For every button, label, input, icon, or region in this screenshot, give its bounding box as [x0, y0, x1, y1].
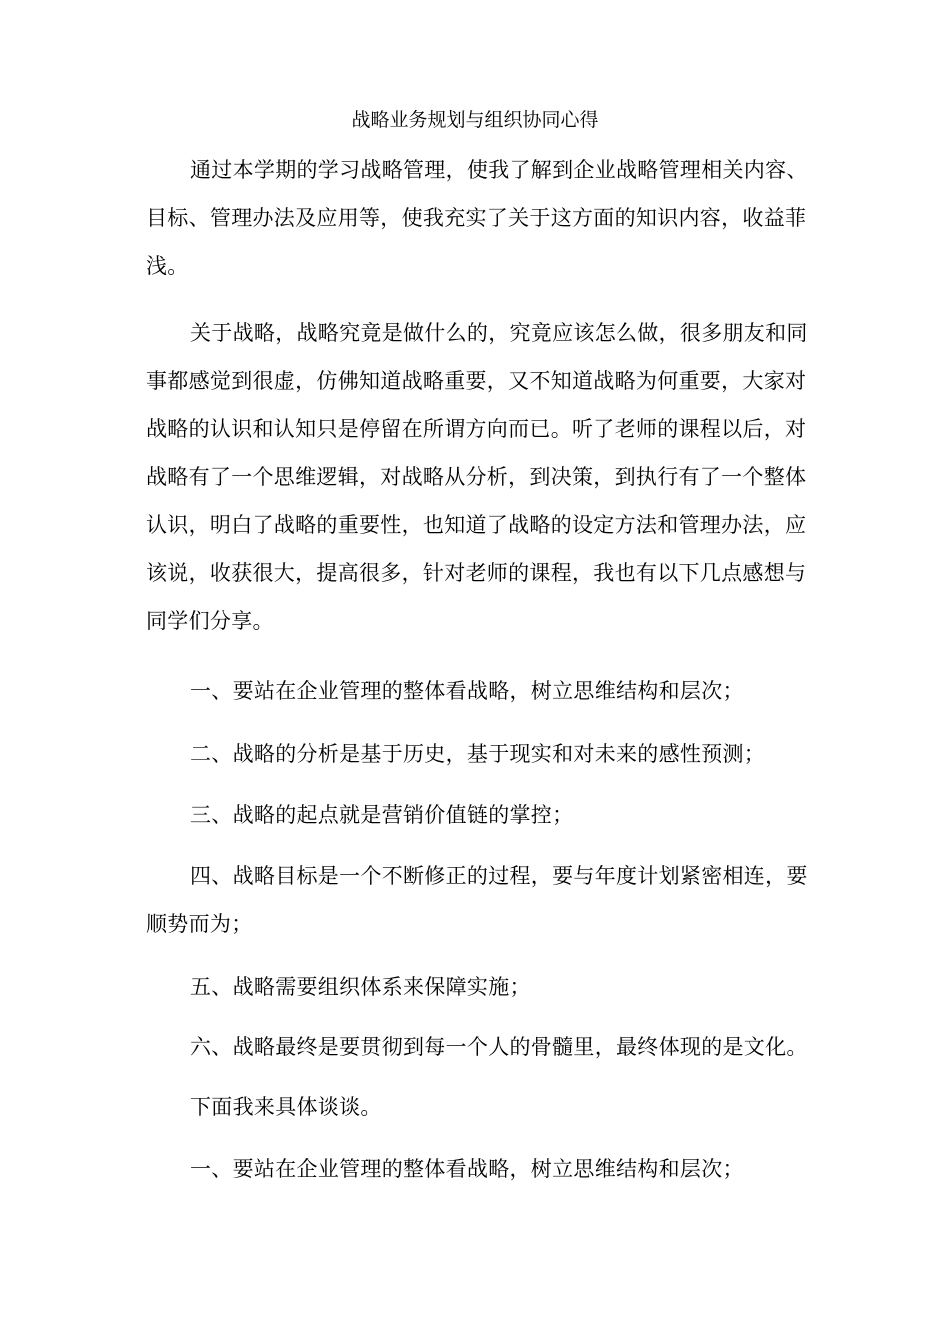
paragraph-intro: 通过本学期的学习战略管理，使我了解到企业战略管理相关内容、目标、管理办法及应用等，使我充实了关于这方面的知识内容，收益菲浅。 [146, 158, 808, 278]
paragraph-point-3: 三、战略的起点就是营销价值链的掌控； [190, 803, 574, 827]
paragraph-point-1: 一、要站在企业管理的整体看战略，树立思维结构和层次； [190, 679, 744, 703]
paragraph-transition: 下面我来具体谈谈。 [190, 1095, 382, 1119]
document-title: 战略业务规划与组织协同心得 [351, 109, 599, 131]
paragraph-point-2: 二、战略的分析是基于历史，基于现实和对未来的感性预测； [190, 742, 766, 766]
paragraph-point-6: 六、战略最终是要贯彻到每一个人的骨髓里，最终体现的是文化。 [190, 1035, 808, 1059]
paragraph-point-5: 五、战略需要组织体系来保障实施； [190, 975, 531, 999]
paragraph-point-4: 四、战略目标是一个不断修正的过程，要与年度计划紧密相连，要顺势而为； [146, 864, 808, 936]
paragraph-about-strategy: 关于战略，战略究竟是做什么的，究竟应该怎么做，很多朋友和同事都感觉到很虚，仿佛知道战略重要，又不知道战略为何重要，大家对战略的认识和认知只是停留在所谓方向而已。听了老师的课程以后，对战略有了一个思维逻辑，对战略从分析，到决策，到执行有了一个整体认识，明白了战略的重要性，也知道了战略的设定方法和管理办法，应该说，收获很大，提高很多，针对老师的课程，我也有以下几点感想与同学们分享。 [146, 321, 808, 633]
paragraph-section-1-heading: 一、要站在企业管理的整体看战略，树立思维结构和层次； [190, 1157, 744, 1181]
